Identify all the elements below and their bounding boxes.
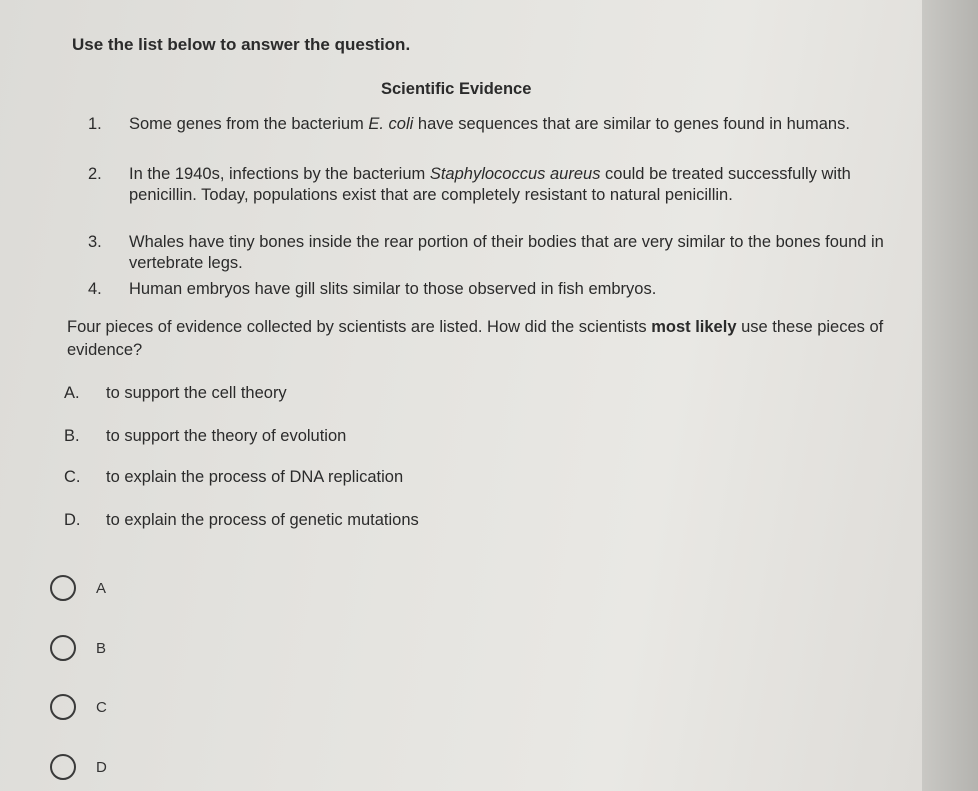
radio-button-a[interactable] [50,575,76,601]
evidence-number: 3. [88,233,102,251]
answer-label: A [96,579,107,597]
evidence-item-3 [88,232,888,276]
evidence-item-4 [88,279,888,301]
evidence-title: Scientific Evidence [381,80,532,98]
answer-option-c[interactable] [50,692,107,722]
choice-d [64,511,419,530]
answer-label: B [96,639,107,657]
choice-a [64,384,287,403]
radio-button-d[interactable] [50,754,76,780]
page-edge [922,0,978,791]
answer-option-b[interactable] [50,633,106,663]
evidence-item-2 [88,164,888,229]
evidence-item-1 [88,114,888,158]
evidence-text: could be treated successfully with penicillin. Today, populations exist that are completely resistant to natural penicillin. [129,165,851,204]
evidence-text: have sequences that are similar to genes found in humans. [413,115,850,133]
species-name: Staphylococcus aureus [429,165,601,183]
question-text [67,316,897,362]
evidence-list [88,114,888,301]
species-name: E. coli [368,115,414,133]
evidence-number: 1. [88,115,102,133]
choice-text: to support the theory of evolution [106,427,347,445]
radio-button-b[interactable] [50,635,76,661]
choice-text: to support the cell theory [106,384,287,402]
answer-label: C [96,698,107,716]
choice-letter: A. [64,384,80,402]
choice-text: to explain the process of genetic mutations [106,511,419,529]
answer-label: D [96,758,107,776]
choice-text: to explain the process of DNA replication [106,468,404,486]
evidence-text: Human embryos have gill slits similar to those observed in fish embryos. [129,280,657,298]
answer-option-a[interactable] [50,573,106,603]
choice-letter: C. [64,468,81,486]
instruction-text: Use the list below to answer the question. [72,35,411,54]
question-part: use these pieces of evidence? [67,318,884,359]
choice-letter: D. [64,511,81,529]
radio-button-c[interactable] [50,694,76,720]
evidence-number: 4. [88,280,102,298]
question-part: Four pieces of evidence collected by scientists are listed. How did the scientists [67,318,652,336]
choice-b [64,427,346,446]
choice-c [64,468,403,487]
answer-option-d[interactable] [50,752,107,782]
choice-letter: B. [64,427,80,445]
evidence-number: 2. [88,165,102,183]
evidence-text: Whales have tiny bones inside the rear portion of their bodies that are very similar to the bones found in vertebrate legs. [129,233,884,272]
question-emphasis: most likely [651,318,737,336]
evidence-text: Some genes from the bacterium [129,115,369,133]
evidence-text: In the 1940s, infections by the bacterium [129,165,430,183]
